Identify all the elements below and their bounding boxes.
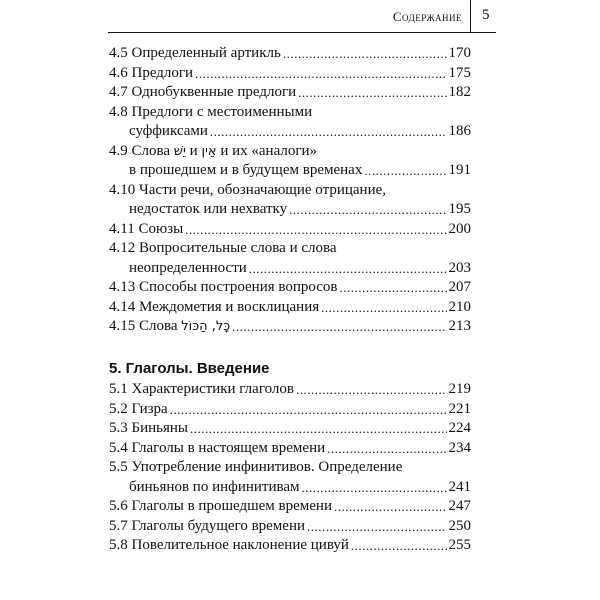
toc-entry-page: 203 bbox=[448, 259, 471, 276]
toc-entry-title-line1: 4.12 Вопросительные слова и слова bbox=[109, 240, 337, 256]
toc-entry-conjunction: и bbox=[189, 142, 198, 159]
toc-entry-page: 200 bbox=[448, 220, 471, 237]
toc-entry-5-7[interactable] bbox=[109, 517, 471, 537]
hebrew-word-ein: אֵין bbox=[201, 143, 217, 159]
toc-entry-title-line2: недостаток или нехватку bbox=[129, 201, 288, 217]
toc-entry-page: 210 bbox=[448, 298, 471, 315]
leader-dots bbox=[334, 497, 447, 517]
toc-entry-4-11[interactable] bbox=[109, 220, 471, 240]
hebrew-word-kol: כָּל, הַכּוֹל bbox=[181, 319, 231, 334]
toc-entry-title: 4.13 Способы построения вопросов bbox=[109, 279, 338, 295]
header-divider bbox=[470, 0, 471, 32]
toc-entry-prefix: 4.15 Слова bbox=[109, 318, 178, 334]
toc-entry-page: 241 bbox=[448, 478, 471, 495]
toc-entry-page: 250 bbox=[448, 517, 471, 534]
toc-entry-title-line2: суффиксами bbox=[129, 123, 208, 139]
leader-dots bbox=[210, 122, 447, 142]
toc-entry-title-line1: 4.10 Части речи, обозначающие отрицание, bbox=[109, 181, 387, 198]
toc-entry-page: 234 bbox=[448, 439, 471, 456]
leader-dots bbox=[170, 400, 447, 420]
toc-entry-title: 5.4 Глаголы в настоящем времени bbox=[109, 439, 326, 456]
toc-entry-5-2[interactable] bbox=[109, 400, 471, 420]
leader-dots bbox=[302, 478, 447, 498]
toc-entry-title-line1: 5.5 Употребление инфинитивов. Определение bbox=[109, 459, 403, 475]
toc-entry-title-line1: 4.8 Предлоги с местоименными bbox=[109, 103, 313, 120]
toc-entry-4-7[interactable] bbox=[109, 83, 471, 103]
toc-entry-page: 207 bbox=[448, 279, 471, 295]
toc-entry-page: 175 bbox=[448, 64, 471, 81]
toc-entry-page: 219 bbox=[448, 381, 471, 397]
toc-entry-suffix: и их «аналоги» bbox=[220, 142, 318, 159]
toc-entry-title: 4.7 Однобуквенные предлоги bbox=[109, 84, 297, 100]
toc-entry-page: 247 bbox=[448, 498, 471, 514]
toc-entry-title: 5.7 Глаголы будущего времени bbox=[109, 517, 306, 534]
leader-dots bbox=[298, 83, 446, 103]
toc-entry-title: 4.14 Междометия и восклицания bbox=[109, 298, 320, 315]
toc-entry-title: 4.5 Определенный артикль bbox=[109, 45, 281, 61]
toc-entry-title: 5.6 Глаголы в прошедшем времени bbox=[109, 498, 332, 514]
toc-entry-title: 5.1 Характеристики глаголов bbox=[109, 381, 294, 397]
leader-dots bbox=[296, 380, 447, 400]
leader-dots bbox=[249, 259, 447, 279]
toc-entry-page: 224 bbox=[448, 420, 471, 436]
leader-dots bbox=[283, 44, 447, 64]
leader-dots bbox=[351, 536, 447, 556]
toc-entry-4-6[interactable] bbox=[109, 64, 471, 84]
toc-entry-page: 255 bbox=[448, 537, 471, 553]
toc-entry-page: 186 bbox=[448, 123, 471, 139]
toc-entry-title bbox=[109, 317, 230, 337]
toc-entry-title: 5.3 Биньяны bbox=[109, 420, 189, 436]
header-rule bbox=[108, 32, 496, 33]
page-header bbox=[0, 0, 600, 40]
toc-entry-prefix: 4.9 Слова bbox=[109, 142, 171, 159]
toc-entry-title: 4.11 Союзы bbox=[109, 220, 184, 237]
toc-entry-page: 191 bbox=[448, 162, 471, 178]
toc-entry-5-3[interactable] bbox=[109, 419, 471, 439]
toc-entry-page: 221 bbox=[448, 400, 471, 417]
leader-dots bbox=[185, 220, 446, 240]
leader-dots bbox=[289, 200, 446, 220]
toc-entry-5-1[interactable] bbox=[109, 380, 471, 400]
page-number: 5 bbox=[482, 7, 490, 23]
toc-entry-title-line2: неопределенности bbox=[129, 259, 247, 276]
toc-entry-page: 170 bbox=[448, 45, 471, 61]
toc-entry-title: 5.2 Гизра bbox=[109, 400, 168, 417]
toc-entry-5-6[interactable] bbox=[109, 497, 471, 517]
toc-entry-title-line1 bbox=[109, 142, 471, 162]
toc-entry-5-8[interactable] bbox=[109, 536, 471, 556]
toc-entry-4-10[interactable] bbox=[109, 181, 471, 220]
toc-entry-title: 4.6 Предлоги bbox=[109, 64, 194, 81]
leader-dots bbox=[190, 419, 446, 439]
table-of-contents bbox=[109, 44, 471, 556]
leader-dots bbox=[232, 317, 446, 337]
toc-entry-5-4[interactable] bbox=[109, 439, 471, 459]
toc-entry-4-15[interactable] bbox=[109, 317, 471, 337]
leader-dots bbox=[340, 278, 447, 298]
toc-entry-title-line2: в прошедшем и в будущем временах bbox=[129, 162, 363, 178]
toc-entry-4-14[interactable] bbox=[109, 298, 471, 318]
toc-entry-4-12[interactable] bbox=[109, 239, 471, 278]
section-spacer bbox=[109, 337, 471, 359]
running-head-title: Содержание bbox=[392, 9, 462, 24]
section-heading[interactable]: 5. Глаголы. Введение bbox=[109, 359, 270, 377]
toc-entry-4-9[interactable] bbox=[109, 142, 471, 181]
hebrew-word-yesh: יֵשׁ bbox=[173, 143, 186, 159]
toc-entry-4-13[interactable] bbox=[109, 278, 471, 298]
toc-entry-page: 182 bbox=[448, 84, 471, 100]
toc-entry-4-8[interactable] bbox=[109, 103, 471, 142]
toc-entry-title-line2: биньянов по инфинитивам bbox=[129, 478, 300, 495]
toc-entry-title: 5.8 Повелительное наклонение цивуй bbox=[109, 537, 349, 553]
leader-dots bbox=[327, 439, 446, 459]
toc-entry-4-5[interactable] bbox=[109, 44, 471, 64]
toc-entry-page: 213 bbox=[448, 318, 471, 334]
toc-entry-page: 195 bbox=[448, 201, 471, 217]
leader-dots bbox=[307, 517, 446, 537]
leader-dots bbox=[195, 64, 446, 84]
leader-dots bbox=[364, 161, 446, 181]
toc-entry-5-5[interactable] bbox=[109, 458, 471, 497]
leader-dots bbox=[321, 298, 446, 318]
